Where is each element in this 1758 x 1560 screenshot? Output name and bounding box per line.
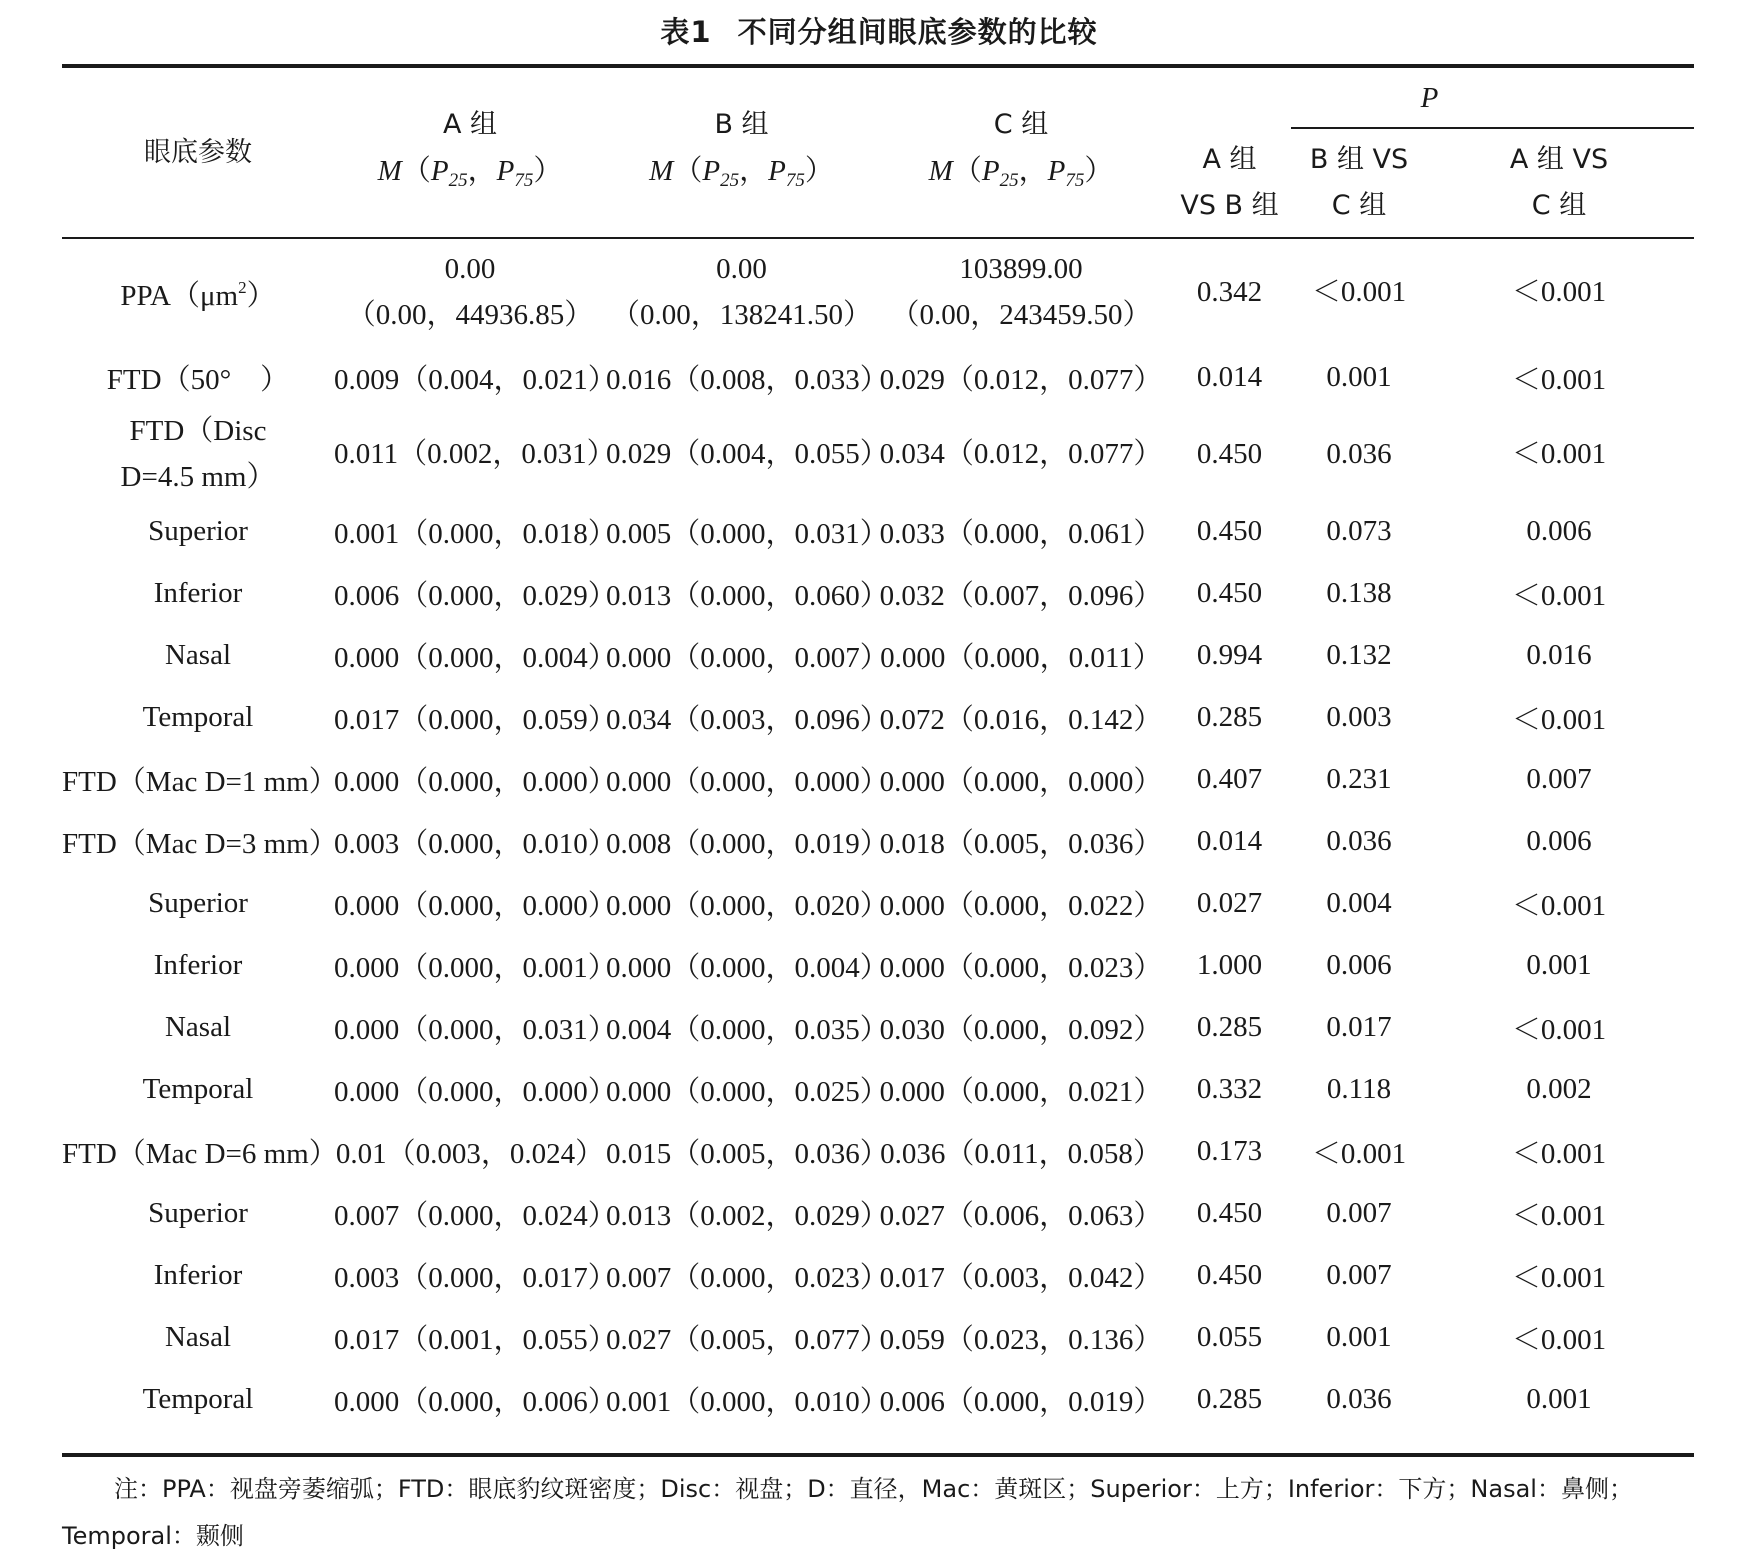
cell-b: 0.008（0.000，0.019） xyxy=(606,827,889,860)
cell-p-bc: 0.017 xyxy=(1326,1010,1392,1043)
cell-c: 0.017（0.003，0.042） xyxy=(879,1261,1163,1294)
cell-p-ab: 0.285 xyxy=(1196,1382,1263,1415)
table-row xyxy=(62,1058,1694,1120)
row-param: Nasal xyxy=(164,1010,232,1043)
cell-p-ab: 0.014 xyxy=(1196,360,1263,393)
table-row xyxy=(62,562,1694,624)
cell-p-bc: 0.132 xyxy=(1326,638,1392,671)
cell-c: 0.027（0.006，0.063） xyxy=(879,1199,1163,1232)
row-param: Temporal xyxy=(142,1072,254,1105)
cell-c: 0.000（0.000，0.023） xyxy=(879,951,1163,984)
table-row xyxy=(62,810,1694,872)
p-ac-line1: A 组 VS xyxy=(1509,143,1609,175)
table-row xyxy=(62,408,1694,500)
cell-c xyxy=(877,237,1165,346)
row-param: Temporal xyxy=(142,700,254,733)
row-param: Superior xyxy=(148,1196,248,1229)
row-param xyxy=(62,237,334,346)
cell-p-ac: ＜0.001 xyxy=(1511,363,1607,396)
param-line2: D=4.5 mm） xyxy=(120,461,276,493)
cell-c: 0.033（0.000，0.061） xyxy=(879,517,1163,550)
cell-p-ab: 0.450 xyxy=(1196,1196,1263,1229)
cell-p-bc: 0.007 xyxy=(1326,1258,1392,1291)
cell-p-ac: ＜0.001 xyxy=(1511,1323,1607,1356)
cell-p-ac: ＜0.001 xyxy=(1511,889,1607,922)
table-title: 不同分组间眼底参数的比较 xyxy=(737,15,1098,49)
row-param: FTD（Mac D=6 mm） xyxy=(62,1137,338,1170)
cell-p-ab: 0.055 xyxy=(1196,1320,1263,1353)
header-p: P xyxy=(1420,81,1439,114)
p-ac-line2: C 组 xyxy=(1531,189,1587,221)
cell-p-ab: 0.027 xyxy=(1196,886,1263,919)
cell-p-bc: ＜0.001 xyxy=(1311,1137,1407,1170)
cell-c: 0.018（0.005，0.036） xyxy=(879,827,1163,860)
cell-a: 0.003（0.000，0.010） xyxy=(334,827,617,860)
cell-c: 0.000（0.000，0.021） xyxy=(879,1075,1163,1108)
cell-p-ac: ＜0.001 xyxy=(1511,703,1607,736)
cell-b: 0.001（0.000，0.010） xyxy=(606,1385,889,1418)
fundus-parameters-table xyxy=(62,68,1694,1430)
cell-c-range: （0.00，243459.50） xyxy=(890,298,1152,331)
cell-b: 0.000（0.000，0.025） xyxy=(606,1075,889,1108)
cell-b: 0.005（0.000，0.031） xyxy=(606,517,889,550)
cell-b: 0.004（0.000，0.035） xyxy=(606,1013,889,1046)
cell-p-ac: ＜0.001 xyxy=(1511,438,1607,470)
cell-a: 0.001（0.000，0.018） xyxy=(334,517,617,550)
table-row xyxy=(62,1368,1694,1430)
cell-p-ab: 1.000 xyxy=(1196,948,1263,981)
table-row xyxy=(62,686,1694,748)
row-param: Inferior xyxy=(153,1258,243,1291)
p-bc-line2: C 组 xyxy=(1331,189,1387,221)
cell-p-bc: 0.231 xyxy=(1326,762,1392,795)
cell-p-ab: 0.342 xyxy=(1196,275,1263,308)
cell-a xyxy=(334,237,606,346)
cell-p-ac: 0.001 xyxy=(1526,948,1592,981)
cell-c: 0.030（0.000，0.092） xyxy=(879,1013,1163,1046)
cell-p-bc: 0.036 xyxy=(1326,824,1392,857)
row-param: Nasal xyxy=(164,638,232,671)
table-row xyxy=(62,748,1694,810)
cell-p-bc: 0.036 xyxy=(1326,438,1392,470)
cell-p-bc: 0.073 xyxy=(1326,514,1392,547)
cell-p-ac: ＜0.001 xyxy=(1511,1137,1607,1170)
cell-c-median: 103899.00 xyxy=(959,252,1083,285)
cell-b: 0.000（0.000，0.004） xyxy=(606,951,889,984)
cell-b: 0.029（0.004，0.055） xyxy=(606,438,889,470)
cell-p-ab: 0.014 xyxy=(1196,824,1263,857)
table-row xyxy=(62,1306,1694,1368)
cell-p-bc: 0.138 xyxy=(1326,576,1392,609)
cell-a: 0.000（0.000，0.004） xyxy=(334,641,617,674)
p-ab-line1: A 组 xyxy=(1202,143,1257,175)
table-row xyxy=(62,1120,1694,1182)
row-param: Nasal xyxy=(164,1320,232,1353)
p-bc-line1: B 组 VS xyxy=(1309,143,1409,175)
cell-a: 0.007（0.000，0.024） xyxy=(334,1199,617,1232)
cell-a: 0.000（0.000，0.006） xyxy=(334,1385,617,1418)
cell-p-bc: 0.001 xyxy=(1326,360,1392,393)
cell-b: 0.013（0.002，0.029） xyxy=(606,1199,889,1232)
cell-a: 0.01（0.003，0.024） xyxy=(335,1137,605,1170)
cell-p-ab: 0.407 xyxy=(1196,762,1263,795)
cell-b-median: 0.00 xyxy=(716,252,767,285)
cell-p-ab: 0.332 xyxy=(1196,1072,1263,1105)
row-param: Inferior xyxy=(153,576,243,609)
cell-p-bc: 0.006 xyxy=(1326,948,1392,981)
cell-b xyxy=(606,237,877,346)
header-p-bc xyxy=(1294,128,1424,237)
cell-a: 0.009（0.004，0.021） xyxy=(334,363,617,396)
cell-c: 0.006（0.000，0.019） xyxy=(879,1385,1163,1418)
cell-p-ac: ＜0.001 xyxy=(1511,1261,1607,1294)
header-group-a xyxy=(334,68,606,237)
cell-a: 0.003（0.000，0.017） xyxy=(334,1261,617,1294)
cell-a: 0.017（0.000，0.059） xyxy=(334,703,617,736)
cell-p-ab: 0.450 xyxy=(1196,1258,1263,1291)
cell-p-ac: ＜0.001 xyxy=(1511,275,1607,308)
cell-a: 0.000（0.000，0.000） xyxy=(334,765,617,798)
cell-b-range: （0.00，138241.50） xyxy=(610,298,872,331)
cell-b: 0.034（0.003，0.096） xyxy=(606,703,889,736)
cell-p-ac: 0.006 xyxy=(1526,824,1592,857)
bottom-rule xyxy=(62,1453,1694,1457)
cell-a: 0.000（0.000，0.001） xyxy=(334,951,617,984)
cell-c: 0.000（0.000，0.011） xyxy=(880,641,1162,674)
param-superscript: 2 xyxy=(238,277,247,297)
cell-a: 0.000（0.000，0.000） xyxy=(334,889,617,922)
group-a-name: A 组 xyxy=(442,108,498,140)
header-p-ab xyxy=(1165,128,1294,237)
row-param: Superior xyxy=(148,886,248,919)
table-row xyxy=(62,346,1694,408)
cell-a: 0.017（0.001，0.055） xyxy=(334,1323,617,1356)
cell-p-ab: 0.450 xyxy=(1196,576,1263,609)
cell-p-ab: 0.450 xyxy=(1196,438,1263,470)
group-b-name: B 组 xyxy=(714,108,769,140)
cell-b: 0.007（0.000，0.023） xyxy=(606,1261,889,1294)
cell-c: 0.036（0.011，0.058） xyxy=(880,1137,1162,1170)
cell-p-ac: 0.016 xyxy=(1526,638,1592,671)
cell-a: 0.000（0.000，0.000） xyxy=(334,1075,617,1108)
table-row xyxy=(62,996,1694,1058)
cell-c: 0.000（0.000，0.022） xyxy=(879,889,1163,922)
cell-p-ac: ＜0.001 xyxy=(1511,579,1607,612)
row-param: Temporal xyxy=(142,1382,254,1415)
cell-c: 0.059（0.023，0.136） xyxy=(879,1323,1163,1356)
table-row xyxy=(62,934,1694,996)
table-caption xyxy=(0,10,1758,51)
header-group-c xyxy=(877,68,1165,237)
table-row xyxy=(62,872,1694,934)
group-a-stat: $M(P_{25}$，$P_{75}$） xyxy=(377,154,563,191)
cell-c: 0.034（0.012，0.077） xyxy=(879,438,1163,470)
cell-p-ac: 0.006 xyxy=(1526,514,1592,547)
param-text: PPA（μm xyxy=(120,279,239,312)
cell-c: 0.032（0.007，0.096） xyxy=(879,579,1163,612)
group-c-name: C 组 xyxy=(993,108,1049,140)
param-line1: FTD（Disc xyxy=(129,415,267,447)
cell-p-bc: 0.004 xyxy=(1326,886,1392,919)
row-param: Superior xyxy=(148,514,248,547)
cell-a-median: 0.00 xyxy=(444,252,496,285)
cell-a: 0.011（0.002，0.031） xyxy=(334,438,616,470)
param-header-label: 眼底参数 xyxy=(144,137,252,168)
cell-p-ab: 0.173 xyxy=(1196,1134,1263,1167)
cell-p-ab: 0.285 xyxy=(1196,700,1263,733)
cell-p-ac: ＜0.001 xyxy=(1511,1199,1607,1232)
cell-p-ac: 0.001 xyxy=(1526,1382,1592,1415)
table-note xyxy=(62,1466,1694,1560)
cell-p-bc: ＜0.001 xyxy=(1311,275,1407,308)
row-param: FTD（Mac D=1 mm） xyxy=(62,765,338,798)
cell-b: 0.000（0.000，0.000） xyxy=(606,765,889,798)
cell-b: 0.027（0.005，0.077） xyxy=(606,1323,889,1356)
table-row xyxy=(62,624,1694,686)
cell-b: 0.013（0.000，0.060） xyxy=(606,579,889,612)
table-number: 表1 xyxy=(660,15,712,49)
cell-p-ab: 0.450 xyxy=(1196,514,1263,547)
cell-p-bc: 0.001 xyxy=(1326,1320,1392,1353)
header-param xyxy=(62,68,334,237)
table-row xyxy=(62,500,1694,562)
cell-p-ac: 0.007 xyxy=(1526,762,1592,795)
cell-b: 0.015（0.005，0.036） xyxy=(606,1137,889,1170)
cell-c: 0.072（0.016，0.142） xyxy=(879,703,1163,736)
cell-p-bc: 0.036 xyxy=(1326,1382,1392,1415)
header-p-ac xyxy=(1424,128,1694,237)
cell-p-ac: 0.002 xyxy=(1526,1072,1592,1105)
row-param: FTD（Mac D=3 mm） xyxy=(62,827,338,860)
cell-b: 0.016（0.008，0.033） xyxy=(606,363,889,396)
cell-p-ab: 0.285 xyxy=(1196,1010,1263,1043)
cell-c: 0.000（0.000，0.000） xyxy=(879,765,1163,798)
cell-a: 0.000（0.000，0.031） xyxy=(334,1013,617,1046)
row-param: Inferior xyxy=(153,948,243,981)
table-row xyxy=(62,1244,1694,1306)
header-group-b xyxy=(606,68,877,237)
cell-p-ab: 0.994 xyxy=(1196,638,1263,671)
cell-a-range: （0.00，44936.85） xyxy=(346,298,594,331)
group-b-stat: $M(P_{25}$，$P_{75}$） xyxy=(649,154,834,191)
table-note-text: 注：PPA：视盘旁萎缩弧；FTD：眼底豹纹斑密度；Disc：视盘；D：直径，Mac：黄斑区；Superior：上方；Inferior：下方；Nasal：鼻侧；Temporal：颞侧 xyxy=(62,1475,1633,1550)
cell-p-bc: 0.007 xyxy=(1326,1196,1392,1229)
cell-p-bc: 0.003 xyxy=(1326,700,1392,733)
table-row xyxy=(62,237,1694,346)
cell-p-ac: ＜0.001 xyxy=(1511,1013,1607,1046)
group-c-stat: $M(P_{25}$，$P_{75}$） xyxy=(928,154,1114,191)
cell-b: 0.000（0.000，0.007） xyxy=(606,641,889,674)
cell-p-bc: 0.118 xyxy=(1326,1072,1392,1105)
cell-c: 0.029（0.012，0.077） xyxy=(879,363,1163,396)
cell-b: 0.000（0.000，0.020） xyxy=(606,889,889,922)
row-param xyxy=(62,408,334,500)
param-text-end: ） xyxy=(246,279,276,312)
cell-a: 0.006（0.000，0.029） xyxy=(334,579,617,612)
table-row xyxy=(62,1182,1694,1244)
p-ab-line2: VS B 组 xyxy=(1180,189,1279,221)
row-param: FTD（50° ） xyxy=(106,363,290,396)
